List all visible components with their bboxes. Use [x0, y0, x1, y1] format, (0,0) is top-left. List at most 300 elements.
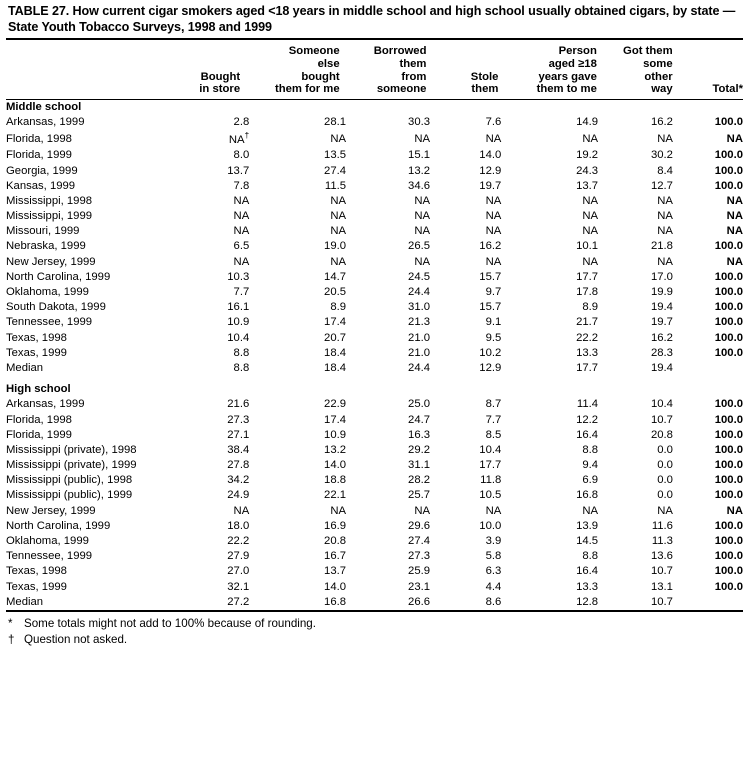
row-value: NA: [582, 210, 599, 223]
row-value: 26.5: [408, 240, 431, 253]
header-line: in store: [199, 83, 241, 96]
row-value: 24.4: [408, 361, 431, 374]
row-value: 23.1: [408, 580, 431, 593]
row-total: 100.0: [714, 474, 743, 487]
row-value: 16.7: [324, 550, 347, 563]
row-value: 20.8: [650, 428, 673, 441]
row-value: 18.4: [324, 346, 347, 359]
row-value: 8.6: [485, 595, 502, 608]
row-total: 100.0: [714, 398, 743, 411]
row-value: 7.7: [485, 413, 502, 426]
header-line: from: [401, 70, 427, 83]
row-value: 22.2: [227, 535, 250, 548]
row-value: 20.7: [324, 331, 347, 344]
row-label: Kansas, 1999: [6, 179, 76, 192]
table-row: [6, 549, 743, 564]
row-value: 34.6: [408, 179, 431, 192]
row-value: 16.8: [576, 489, 599, 502]
row-value: 13.7: [227, 164, 250, 177]
footnote-text: Question not asked.: [24, 632, 128, 646]
section-header-row: [6, 382, 743, 397]
row-value: 24.5: [408, 270, 431, 283]
row-value: NA: [233, 504, 250, 517]
row-value: 14.0: [479, 149, 502, 162]
row-value: 17.8: [576, 286, 599, 299]
section-title: Middle school: [6, 101, 82, 114]
header-line: Bought: [200, 70, 241, 83]
row-label: Mississippi (public), 1998: [6, 474, 133, 487]
row-label: Nebraska, 1999: [6, 240, 86, 253]
row-label: Mississippi, 1998: [6, 194, 93, 207]
row-value: NA: [233, 255, 250, 268]
row-value: 10.4: [650, 398, 673, 411]
row-value: NA: [657, 504, 673, 517]
table-row: [6, 255, 743, 270]
row-value: 17.7: [576, 270, 599, 283]
row-value: 12.2: [576, 413, 599, 426]
table-row: [6, 488, 743, 503]
row-value: 27.8: [227, 459, 250, 472]
row-label: Texas, 1998: [6, 331, 67, 344]
header-line: else: [317, 58, 340, 71]
row-value: NA: [657, 132, 673, 145]
row-value: 14.7: [324, 270, 347, 283]
row-value: 6.3: [485, 565, 502, 578]
row-label: Mississippi (private), 1999: [6, 459, 137, 472]
row-value: 12.9: [479, 361, 502, 374]
row-value: 8.9: [582, 301, 599, 314]
header-line: Person: [558, 45, 597, 58]
row-value: 6.5: [233, 240, 250, 253]
header-line: Borrowed: [373, 45, 427, 58]
table-row: [6, 580, 743, 595]
row-value: 15.1: [408, 149, 431, 162]
row-value: 19.9: [650, 286, 673, 299]
row-value: 17.7: [479, 459, 502, 472]
data-table: [6, 100, 743, 610]
row-value: 17.4: [324, 316, 347, 329]
row-value: NA: [233, 225, 250, 238]
row-total: NA: [726, 225, 743, 238]
row-label: Mississippi, 1999: [6, 210, 93, 223]
row-label: Texas, 1998: [6, 565, 67, 578]
row-value: 8.7: [485, 398, 502, 411]
row-value: 24.3: [576, 164, 599, 177]
row-value: 29.6: [408, 519, 431, 532]
row-value: 25.9: [408, 565, 431, 578]
row-value: 27.9: [227, 550, 250, 563]
row-value: 22.2: [576, 331, 599, 344]
row-label: Florida, 1999: [6, 428, 72, 441]
header-state: [6, 45, 164, 99]
row-value: NA: [485, 210, 502, 223]
row-value: 14.9: [576, 116, 599, 129]
row-label: Georgia, 1999: [6, 164, 78, 177]
row-total: 100.0: [714, 459, 743, 472]
row-total: 100.0: [714, 301, 743, 314]
header-line: way: [651, 83, 673, 96]
table-row: [6, 361, 743, 376]
table-row: [6, 179, 743, 194]
row-label: North Carolina, 1999: [6, 519, 111, 532]
row-total: 100.0: [714, 286, 743, 299]
row-value: 21.0: [408, 331, 431, 344]
row-value: NA: [485, 225, 502, 238]
row-label: South Dakota, 1999: [6, 301, 106, 314]
row-label: Florida, 1999: [6, 149, 72, 162]
table-row: [6, 428, 743, 443]
row-value: NA: [582, 225, 599, 238]
row-value: 38.4: [227, 443, 250, 456]
row-value: 10.7: [650, 413, 673, 426]
row-value: NA: [582, 504, 599, 517]
row-value: 24.9: [227, 489, 250, 502]
row-value: 21.6: [227, 398, 250, 411]
row-total: NA: [726, 132, 743, 145]
row-total: 100.0: [714, 428, 743, 441]
row-value: 24.7: [408, 413, 431, 426]
header-borrowed: [340, 45, 427, 99]
row-value: 14.0: [324, 580, 347, 593]
row-value: 10.4: [479, 443, 502, 456]
row-value: NA: [657, 210, 673, 223]
section-title: High school: [6, 383, 71, 396]
row-value: 14.5: [576, 535, 599, 548]
row-value: NA: [582, 194, 599, 207]
table-row: [6, 239, 743, 254]
row-total: 100.0: [714, 346, 743, 359]
row-value: 12.7: [650, 179, 673, 192]
header-line: years gave: [538, 70, 597, 83]
row-label: Arkansas, 1999: [6, 398, 85, 411]
header-bought-in-store: [164, 45, 241, 99]
row-value: 13.1: [650, 580, 673, 593]
row-value: 27.3: [408, 550, 431, 563]
row-value: NA: [485, 255, 502, 268]
row-value: 13.6: [650, 550, 673, 563]
table-row: [6, 270, 743, 285]
row-value: NA: [657, 225, 673, 238]
row-value: 8.8: [582, 550, 599, 563]
row-value: 9.1: [485, 316, 502, 329]
header-line: other: [644, 70, 673, 83]
footnotes: [6, 612, 743, 648]
row-total: 100.0: [714, 179, 743, 192]
row-total: 100.0: [714, 550, 743, 563]
row-value: 8.9: [330, 301, 347, 314]
header-line: Stole: [470, 70, 499, 83]
row-value: NA: [330, 255, 347, 268]
row-value: 32.1: [227, 580, 250, 593]
row-value: 21.3: [408, 316, 431, 329]
row-value: 30.3: [408, 116, 431, 129]
row-label: Florida, 1998: [6, 132, 72, 145]
table-row: [6, 148, 743, 163]
row-value: 22.1: [324, 489, 347, 502]
table-row: [6, 504, 743, 519]
table-row: [6, 315, 743, 330]
row-value: 27.4: [324, 164, 347, 177]
row-label: Florida, 1998: [6, 413, 72, 426]
row-value: 26.6: [408, 595, 431, 608]
row-total: NA: [726, 194, 743, 207]
row-value: NA: [582, 255, 599, 268]
row-total: 100.0: [714, 580, 743, 593]
header-line: Someone: [288, 45, 340, 58]
header-line: them for me: [274, 83, 340, 96]
row-value: 0.0: [657, 459, 673, 472]
header-line: them: [399, 58, 427, 71]
table-row: [6, 458, 743, 473]
row-value: 7.7: [233, 286, 250, 299]
table-row: [6, 413, 743, 428]
header-person-18-gave: [498, 45, 596, 99]
row-value: 21.0: [408, 346, 431, 359]
row-value: 4.4: [485, 580, 502, 593]
row-label: Mississippi (private), 1998: [6, 443, 137, 456]
header-total: [673, 45, 743, 99]
row-value: 13.3: [576, 346, 599, 359]
row-label: Oklahoma, 1999: [6, 286, 89, 299]
row-value: 13.7: [324, 565, 347, 578]
row-value: 22.9: [324, 398, 347, 411]
table-row: [6, 115, 743, 130]
row-value: 11.3: [651, 535, 673, 548]
row-total: NA: [726, 504, 743, 517]
row-value: NA: [485, 132, 502, 145]
table-row: [6, 564, 743, 579]
header-line: some: [643, 58, 673, 71]
table-row: [6, 209, 743, 224]
row-value: 8.5: [485, 428, 502, 441]
row-value: NA: [414, 255, 431, 268]
row-label: Median: [6, 361, 44, 374]
row-value: NA: [330, 225, 347, 238]
row-value: 10.7: [650, 565, 673, 578]
row-value: 25.0: [408, 398, 431, 411]
row-value: 3.9: [485, 535, 502, 548]
header-other-way: [597, 45, 673, 99]
row-value: 27.4: [408, 535, 431, 548]
row-value: 20.8: [324, 535, 347, 548]
page-title: TABLE 27. How current cigar smokers aged <18 years in middle school and high school usually obtained cigars, by state — State Youth Tobacco Surveys, 1998 and 1999: [8, 4, 736, 34]
row-value: 13.3: [576, 580, 599, 593]
row-value: 12.8: [576, 595, 599, 608]
header-stole: [426, 45, 498, 99]
row-label: Tennessee, 1999: [6, 316, 93, 329]
row-value: NA: [657, 255, 673, 268]
row-value: 16.3: [408, 428, 431, 441]
row-value: 7.6: [485, 116, 502, 129]
row-value: 0.0: [657, 474, 673, 487]
row-value: 11.5: [324, 179, 347, 192]
row-value: NA: [414, 210, 431, 223]
row-value: 10.4: [227, 331, 250, 344]
row-label: Arkansas, 1999: [6, 116, 85, 129]
row-value: 9.7: [485, 286, 502, 299]
row-value: 8.4: [657, 164, 673, 177]
row-value: 31.1: [408, 459, 431, 472]
row-value: 5.8: [485, 550, 502, 563]
table-row: [6, 473, 743, 488]
row-label: Mississippi (public), 1999: [6, 489, 133, 502]
row-value: NA: [414, 225, 431, 238]
header-line: Total*: [712, 83, 743, 96]
row-value: 11.4: [576, 398, 599, 411]
row-value: NA: [657, 194, 673, 207]
header-line: someone: [376, 83, 427, 96]
row-value: 27.3: [227, 413, 250, 426]
row-value: 11.8: [480, 474, 502, 487]
row-value: NA: [330, 194, 347, 207]
row-total: 100.0: [714, 489, 743, 502]
row-value: 14.0: [324, 459, 347, 472]
row-value: 25.7: [408, 489, 431, 502]
row-value: 18.0: [227, 519, 250, 532]
row-value: 19.4: [650, 361, 673, 374]
header-row: [6, 45, 743, 99]
row-value: 0.0: [657, 443, 673, 456]
row-value: 27.2: [227, 595, 250, 608]
row-total: 100.0: [714, 149, 743, 162]
row-label: North Carolina, 1999: [6, 270, 111, 283]
row-value: 6.9: [582, 474, 599, 487]
row-value: 10.9: [227, 316, 250, 329]
row-value: 16.1: [227, 301, 250, 314]
row-value: 7.8: [233, 179, 250, 192]
row-value: 8.8: [582, 443, 599, 456]
table-row: [6, 130, 743, 148]
row-value: 10.9: [324, 428, 347, 441]
row-value: NA: [414, 132, 431, 145]
row-value: NA: [330, 132, 347, 145]
row-value: 10.3: [227, 270, 250, 283]
row-value: 19.7: [479, 179, 502, 192]
row-value: 13.2: [324, 443, 347, 456]
header-someone-else-bought: [240, 45, 340, 99]
row-value: 19.0: [324, 240, 347, 253]
row-label: Tennessee, 1999: [6, 550, 93, 563]
row-value: 28.1: [324, 116, 347, 129]
row-value: 16.4: [576, 428, 599, 441]
row-value: 15.7: [479, 301, 502, 314]
row-value: 9.5: [485, 331, 502, 344]
row-value: 27.1: [227, 428, 250, 441]
row-value: 16.2: [650, 116, 673, 129]
row-label: New Jersey, 1999: [6, 504, 96, 517]
row-value: 13.9: [576, 519, 599, 532]
footnote-text: Some totals might not add to 100% because of rounding.: [24, 616, 316, 630]
row-value: 16.2: [650, 331, 673, 344]
row-value: 21.8: [650, 240, 673, 253]
header-line: them: [471, 83, 499, 96]
table-row: [6, 595, 743, 610]
row-total: 100.0: [714, 413, 743, 426]
section-header-row: [6, 100, 743, 115]
row-total: NA: [726, 210, 743, 223]
row-value: 17.7: [576, 361, 599, 374]
table-row: [6, 397, 743, 412]
row-total: 100.0: [714, 535, 743, 548]
row-value: 27.0: [227, 565, 250, 578]
row-value: NA: [233, 210, 250, 223]
row-value: NA: [414, 194, 431, 207]
row-value: 10.7: [650, 595, 673, 608]
row-value: 10.5: [479, 489, 502, 502]
row-label: Median: [6, 595, 44, 608]
table-row: [6, 331, 743, 346]
column-header-table: [6, 45, 743, 99]
row-value: NA: [330, 210, 347, 223]
row-value: 19.7: [650, 316, 673, 329]
row-total: 100.0: [714, 270, 743, 283]
table-row: [6, 224, 743, 239]
table-row: [6, 443, 743, 458]
row-value: 16.4: [576, 565, 599, 578]
row-value: 17.0: [650, 270, 673, 283]
footnote-mark: *: [8, 616, 13, 630]
header-line: them to me: [536, 83, 597, 96]
row-total: 100.0: [714, 316, 743, 329]
table-row: [6, 300, 743, 315]
row-value: 16.2: [479, 240, 502, 253]
row-total: 100.0: [714, 331, 743, 344]
row-value: 30.2: [650, 149, 673, 162]
row-value: NA: [485, 504, 502, 517]
row-value: 20.5: [324, 286, 347, 299]
table-row: [6, 285, 743, 300]
row-total: 100.0: [714, 565, 743, 578]
footnote-item: [8, 616, 741, 632]
table-row: [6, 534, 743, 549]
row-total: [673, 595, 743, 610]
row-value: 19.4: [650, 301, 673, 314]
footnote-item: [8, 632, 741, 648]
row-value: 28.2: [408, 474, 431, 487]
row-value: 16.8: [324, 595, 347, 608]
row-value: NA: [414, 504, 431, 517]
row-total: [673, 361, 743, 376]
row-value: NA: [233, 194, 250, 207]
row-value: 12.9: [479, 164, 502, 177]
table-row: [6, 194, 743, 209]
row-value: 18.8: [324, 474, 347, 487]
row-value: 10.1: [576, 240, 599, 253]
row-value: 31.0: [408, 301, 431, 314]
row-value: 8.8: [233, 346, 250, 359]
row-total: 100.0: [714, 519, 743, 532]
row-value: 2.8: [233, 116, 250, 129]
table-row: [6, 164, 743, 179]
row-value: 28.3: [650, 346, 673, 359]
row-value: 29.2: [408, 443, 431, 456]
row-value: NA: [330, 504, 347, 517]
header-line: aged ≥18: [548, 58, 597, 71]
row-label: New Jersey, 1999: [6, 255, 96, 268]
table-header-area: [6, 40, 743, 99]
row-total: 100.0: [714, 443, 743, 456]
row-label: Oklahoma, 1999: [6, 535, 89, 548]
row-label: Texas, 1999: [6, 580, 67, 593]
row-value: 0.0: [657, 489, 673, 502]
footnote-mark: †: [8, 632, 15, 646]
table-row: [6, 519, 743, 534]
row-value: 15.7: [479, 270, 502, 283]
row-value: 10.2: [479, 346, 502, 359]
row-value: 13.2: [408, 164, 431, 177]
row-value: 8.0: [233, 149, 250, 162]
row-value: 13.7: [576, 179, 599, 192]
